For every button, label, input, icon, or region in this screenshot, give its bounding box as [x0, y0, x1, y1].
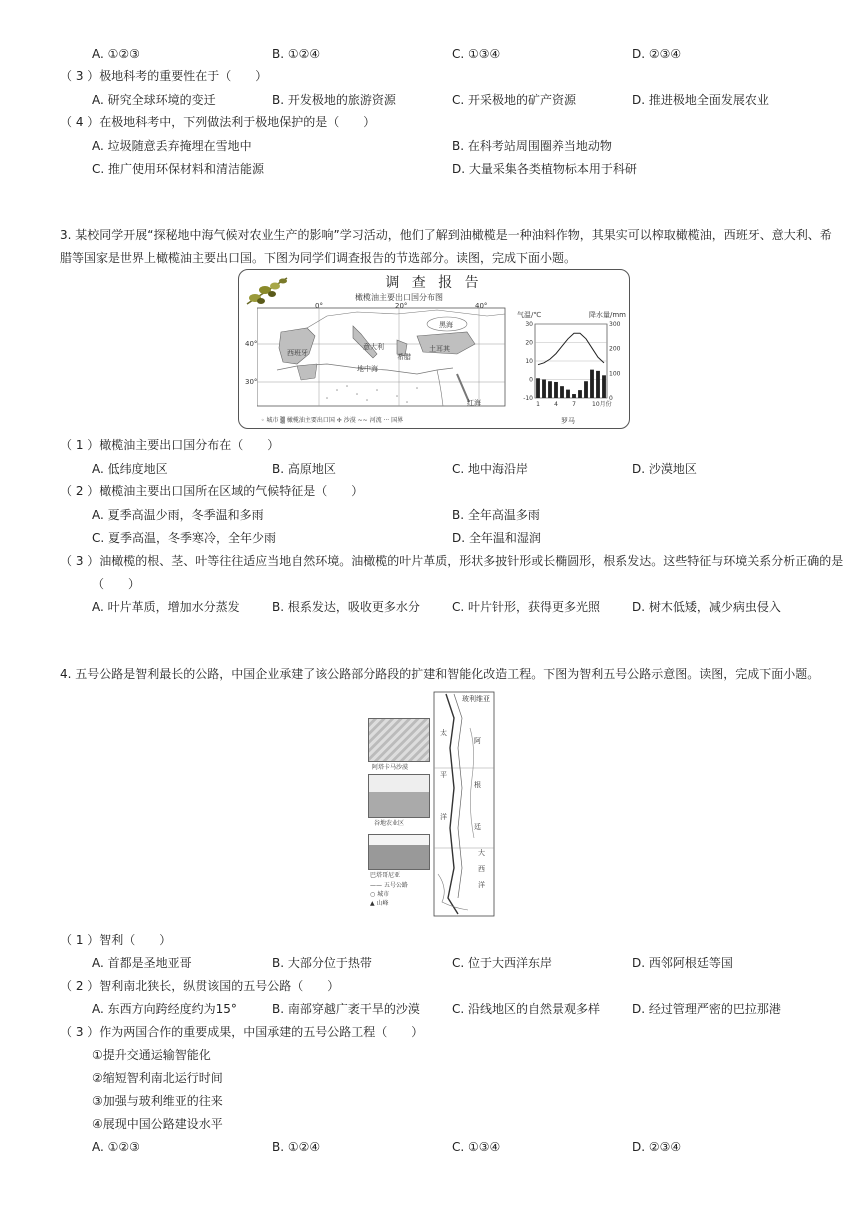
month-tick-label: 1: [536, 401, 540, 408]
precip-bar: [602, 375, 606, 398]
lon-label: 0°: [315, 302, 323, 310]
precip-bar: [542, 380, 546, 399]
option-a: A. ①②③: [92, 1140, 140, 1154]
survey-report-figure: [238, 269, 630, 429]
precip-tick-label: 200: [609, 345, 621, 353]
country-label: 西班牙: [287, 349, 308, 357]
precip-bar: [590, 370, 594, 398]
temp-axis-label: 气温/℃: [517, 311, 542, 319]
top-label: 玻利维亚: [462, 695, 490, 703]
precip-bar: [536, 378, 540, 398]
question-stem: （ 3 ）油橄榄的根、茎、叶等往往适应当地自然环境。油橄榄的叶片革质，形状多披针形或长椭圆形，根系发达。这些特征与环境关系分析正确的是: [60, 554, 844, 568]
atlantic-label: 大: [478, 849, 485, 857]
option-b: B. 大部分位于热带: [272, 956, 372, 970]
ocean-label: 太: [440, 729, 447, 737]
option-d: D. 沙漠地区: [632, 462, 697, 476]
question-stem-cont: （ ）: [92, 577, 141, 591]
side-label: 廷: [474, 823, 481, 831]
option-b: B. 开发极地的旅游资源: [272, 93, 396, 107]
option-b: B. 高原地区: [272, 462, 336, 476]
climate-chart: [517, 320, 627, 412]
photo-caption: 巴塔哥尼亚: [370, 872, 401, 879]
precip-tick-label: 0: [609, 395, 613, 402]
question-stem: （ 2 ）智利南北狭长，纵贯该国的五号公路（ ）: [60, 979, 340, 993]
statement-item: ③加强与玻利维亚的往来: [92, 1094, 223, 1108]
month-tick-label: 7: [572, 401, 576, 408]
option-d: D. 全年温和湿润: [452, 531, 541, 545]
option-d: D. 大量采集各类植物标本用于科研: [452, 162, 637, 176]
atlantic-label: 西: [478, 865, 485, 873]
prev-option-c: C. ①③④: [452, 47, 501, 61]
map-title: 橄榄油主要出口国分布图: [355, 293, 443, 302]
question-stem: （ 2 ）橄榄油主要出口国所在区域的气候特征是（ ）: [60, 484, 364, 498]
statement-item: ①提升交通运输智能化: [92, 1048, 211, 1062]
country-label: 希腊: [397, 353, 411, 361]
option-c: C. 位于大西洋东岸: [452, 956, 553, 970]
option-b: B. ①②④: [272, 1140, 321, 1154]
option-d: D. 西邻阿根廷等国: [632, 956, 733, 970]
legend-item: ▲ 山峰: [370, 900, 389, 907]
option-b: B. 根系发达，吸收更多水分: [272, 600, 420, 614]
mediterranean-map: [257, 304, 507, 412]
option-c: C. 沿线地区的自然景观多样: [452, 1002, 601, 1016]
option-d: D. 树木低矮，减少病虫侵入: [632, 600, 781, 614]
temp-tick-label: 30: [525, 321, 533, 328]
atlantic-label: 洋: [478, 881, 485, 889]
option-b: B. 在科考站周围圈养当地动物: [452, 139, 612, 153]
prev-option-d: D. ②③④: [632, 47, 682, 61]
precip-bar: [596, 371, 600, 398]
precip-bar: [572, 394, 576, 398]
section3-intro-line1: 3. 某校同学开展“探秘地中海气候对农业生产的影响”学习活动，他们了解到油橄榄是一种油料作物，其果实可以榨取橄榄油，西班牙、意大利、希: [60, 228, 832, 242]
option-a: A. 研究全球环境的变迁: [92, 93, 216, 107]
question-stem: （ 1 ）橄榄油主要出口国分布在（ ）: [60, 438, 280, 452]
option-a: A. 低纬度地区: [92, 462, 168, 476]
country-label: 红海: [467, 399, 481, 407]
temp-tick-label: -10: [523, 395, 533, 402]
precip-bar: [578, 390, 582, 398]
station-label: 罗马: [561, 417, 575, 425]
side-label: 根: [474, 781, 481, 789]
precip-bar: [584, 381, 588, 398]
legend-item: —— 五号公路: [370, 882, 408, 889]
ocean-label: 洋: [440, 813, 447, 821]
month-tick-label: 10月份: [592, 401, 612, 408]
report-title: 调 查 报 告: [385, 275, 483, 291]
option-b: B. 南部穿越广袤干旱的沙漠: [272, 1002, 420, 1016]
question-stem: （ 3 ）极地科考的重要性在于（ ）: [60, 69, 268, 83]
month-tick-label: 4: [554, 401, 558, 408]
valley-photo: [368, 774, 430, 818]
option-b: B. 全年高温多雨: [452, 508, 540, 522]
chile-map: [428, 688, 500, 920]
temperature-line: [538, 333, 604, 364]
prev-option-b: B. ①②④: [272, 47, 321, 61]
country-label: 土耳其: [429, 345, 450, 353]
precip-tick-label: 300: [609, 321, 621, 328]
lon-label: 40°: [475, 302, 488, 310]
patagonia-photo: [368, 834, 430, 870]
precip-axis-label: 降水量/mm: [589, 311, 626, 319]
option-a: A. 垃圾随意丢弃掩埋在雪地中: [92, 139, 252, 153]
question-stem: （ 4 ）在极地科考中，下列做法利于极地保护的是（ ）: [60, 115, 376, 129]
option-c: C. 推广使用环保材料和清洁能源: [92, 162, 265, 176]
option-c: C. 开采极地的矿产资源: [452, 93, 577, 107]
side-label: 阿: [474, 737, 481, 745]
option-a: A. 叶片革质，增加水分蒸发: [92, 600, 240, 614]
precip-bar: [560, 386, 564, 398]
section4-intro: 4. 五号公路是智利最长的公路，中国企业承建了该公路部分路段的扩建和智能化改造工程。下图为智利五号公路示意图。读图，完成下面小题。: [60, 667, 820, 681]
statement-item: ④展现中国公路建设水平: [92, 1117, 223, 1131]
map-legend: ◦ 城市 ▒ 橄榄油主要出口国 ✢ 沙漠 ~~ 河流 ··· 国界: [261, 417, 404, 424]
legend-item: ○ 城市: [370, 891, 390, 898]
option-a: A. 夏季高温少雨，冬季温和多雨: [92, 508, 264, 522]
ocean-label: 平: [440, 771, 447, 779]
question-stem: （ 1 ）智利（ ）: [60, 933, 172, 947]
section3-intro-line2: 腊等国家是世界上橄榄油主要出口国。下图为同学们调查报告的节选部分。读图，完成下面小题。: [60, 251, 577, 265]
country-label: 意大利: [363, 343, 384, 351]
desert-photo: [368, 718, 430, 762]
option-d: D. 经过管理严密的巴拉那港: [632, 1002, 781, 1016]
statement-item: ②缩短智利南北运行时间: [92, 1071, 223, 1085]
temp-tick-label: 20: [525, 339, 533, 347]
option-d: D. 推进极地全面发展农业: [632, 93, 769, 107]
temp-tick-label: 10: [525, 358, 533, 365]
country-label: 黑海: [439, 321, 453, 329]
lat-label: 30°: [245, 378, 258, 386]
photo-caption: 阿塔卡马沙漠: [372, 764, 409, 771]
option-d: D. ②③④: [632, 1140, 682, 1154]
question-stem: （ 3 ）作为两国合作的重要成果，中国承建的五号公路工程（ ）: [60, 1025, 424, 1039]
lat-label: 40°: [245, 340, 258, 348]
precip-tick-label: 100: [609, 370, 621, 378]
option-a: A. 首都是圣地亚哥: [92, 956, 192, 970]
prev-option-a: A. ①②③: [92, 47, 140, 61]
temp-tick-label: 0: [529, 376, 533, 384]
option-c: C. ①③④: [452, 1140, 501, 1154]
precip-bar: [566, 390, 570, 398]
precip-bar: [554, 382, 558, 398]
chile-route-figure: [366, 688, 500, 920]
photo-caption: 谷地农业区: [374, 820, 405, 827]
option-c: C. 地中海沿岸: [452, 462, 529, 476]
option-c: C. 叶片针形，获得更多光照: [452, 600, 601, 614]
option-c: C. 夏季高温，冬季寒冷，全年少雨: [92, 531, 277, 545]
option-a: A. 东西方向跨经度约为15°: [92, 1002, 237, 1016]
lon-label: 20°: [395, 302, 408, 310]
country-label: 地中海: [357, 365, 378, 373]
precip-bar: [548, 381, 552, 398]
